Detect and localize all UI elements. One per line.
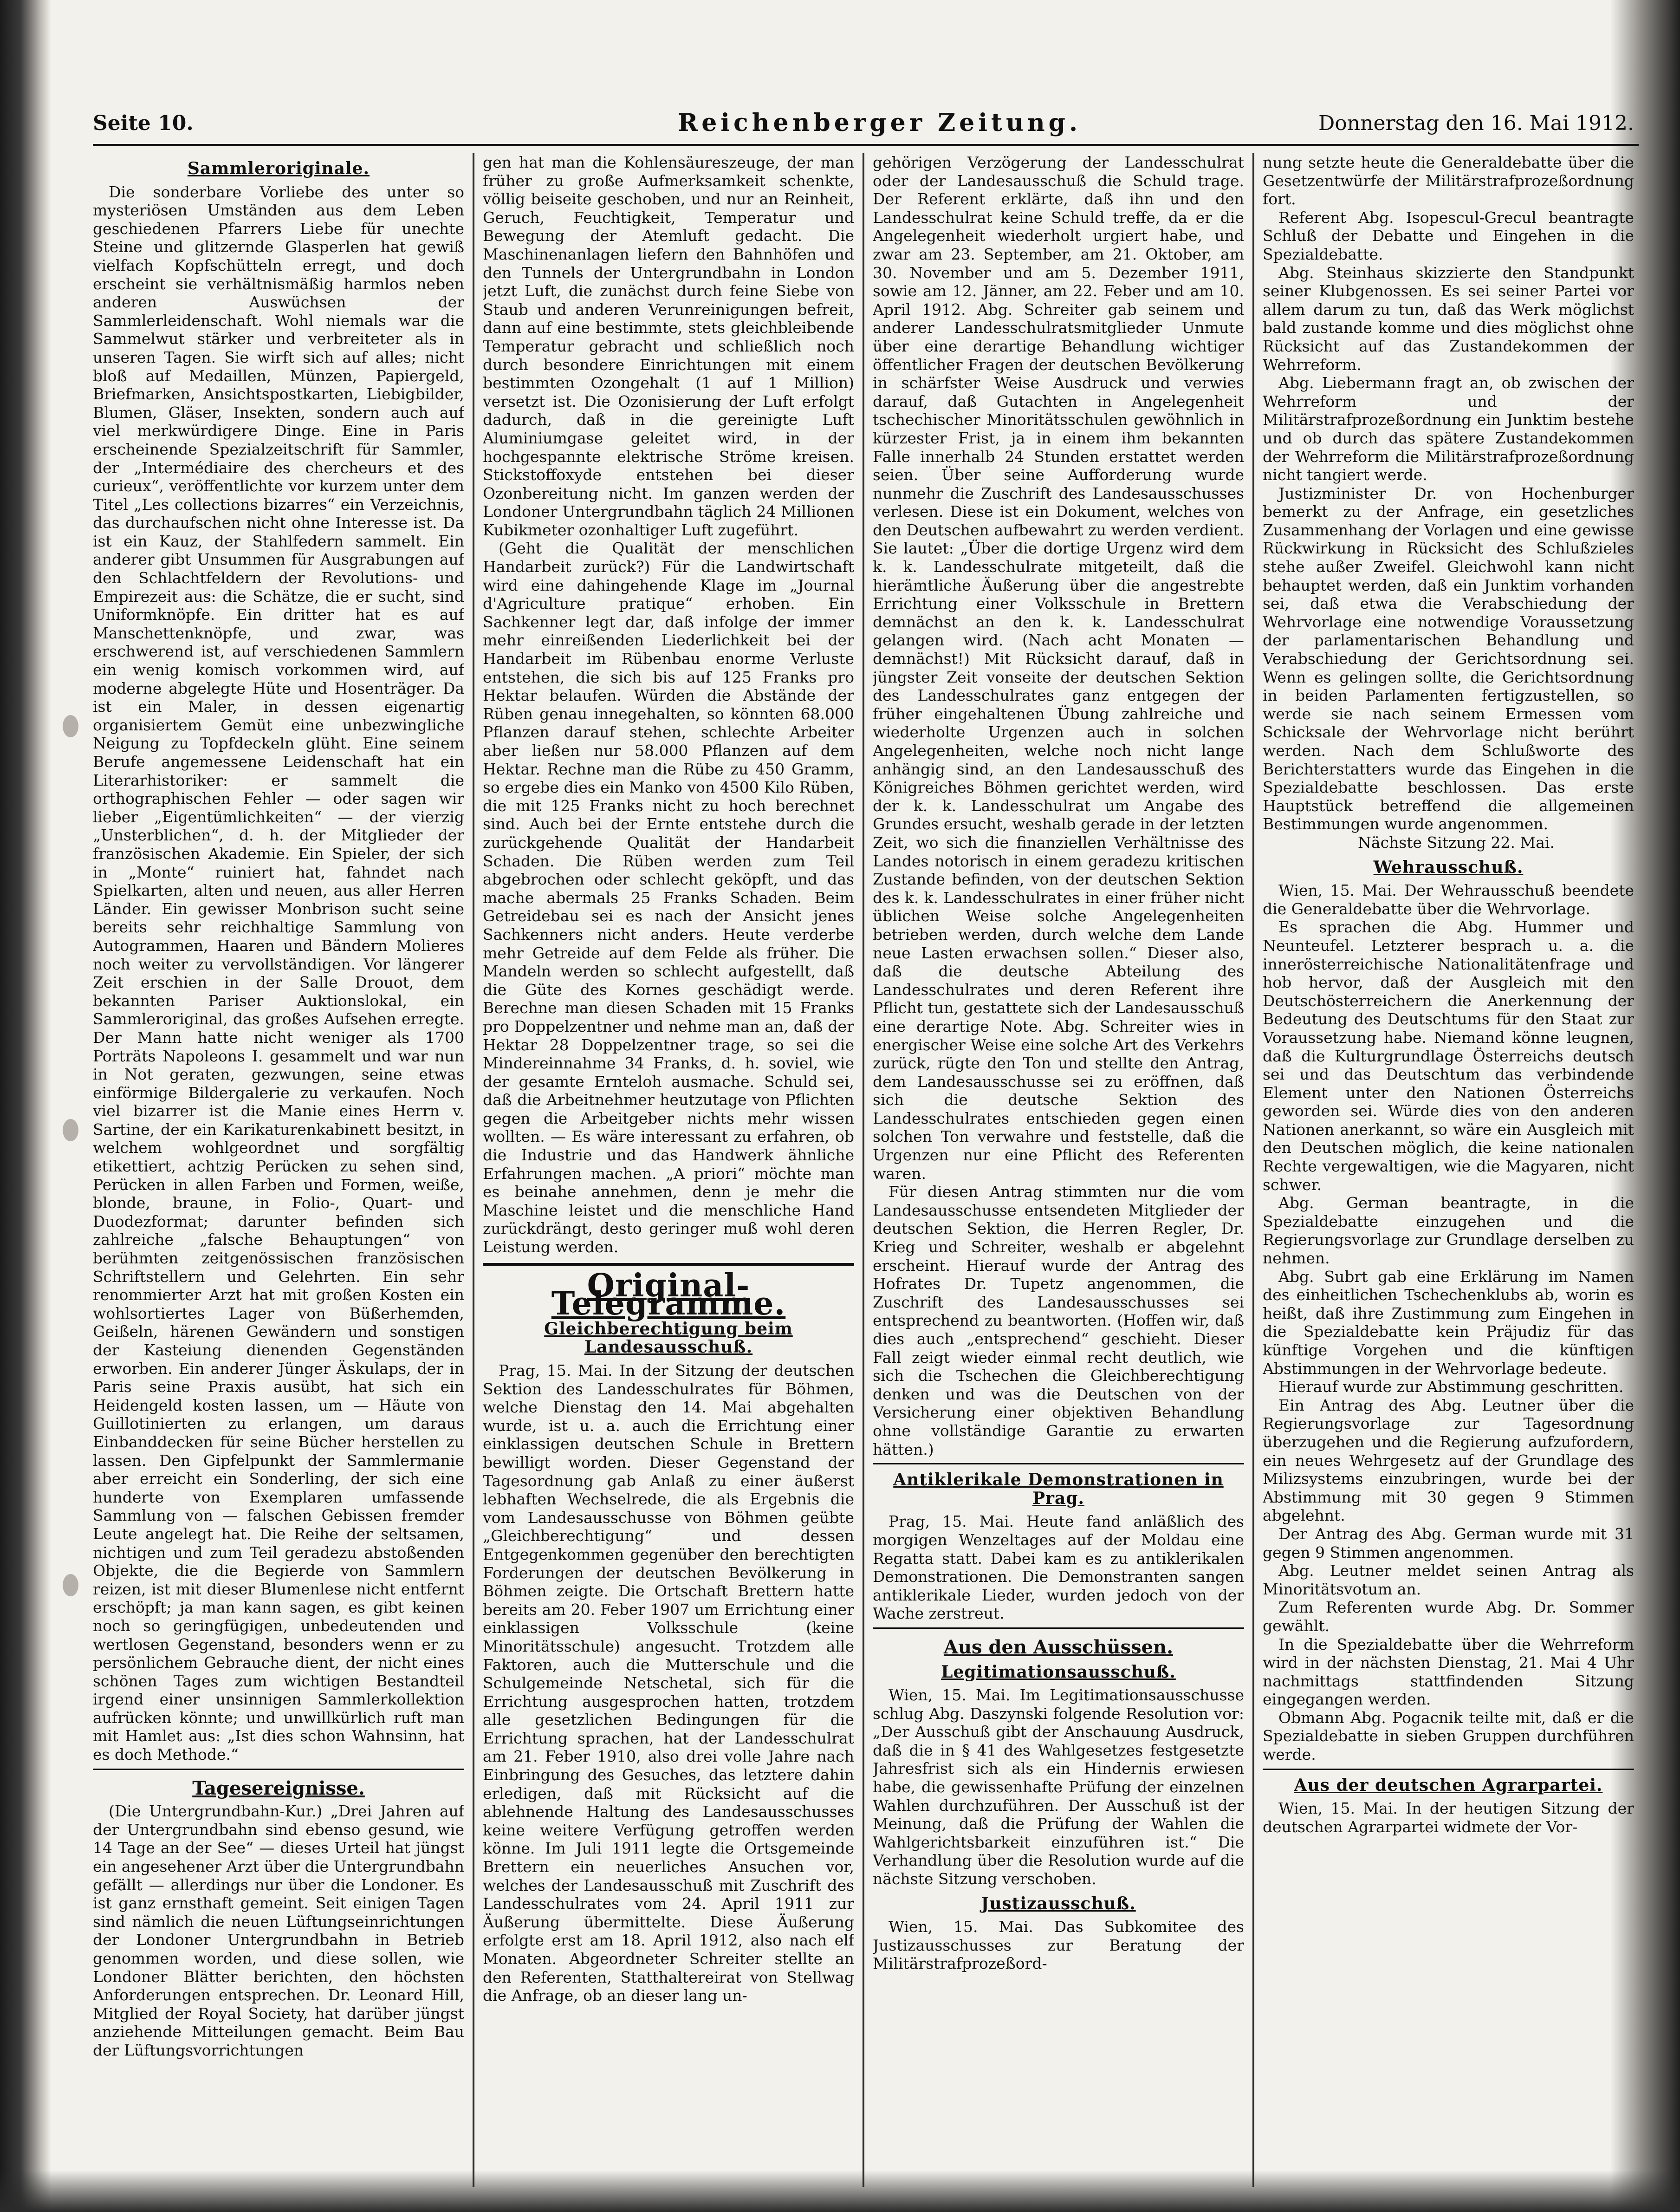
article-body-gleichberechtigung: Prag, 15. Mai. In der Sitzung der deutschen Sektion des Landesschulrates für Böhmen, welche Dienstag den 14. Mai abgehalten wurde, ist u. a. auch die Errichtung einer einklassigen deutschen Schule in Brettern bewilligt worden. Dieser Gegenstand der Tagesordnung gab Anlaß zu einer äußerst lebhaften Wechselrede, die als Ergebnis die vom Landesausschusse von Böhmen geübte „Gleichberechtigung“ und dessen Entgegenkommen gegenüber den berechtigten Forderungen der deutschen Bevölkerung in Böhmen zeigte. Die Ortschaft Brettern hatte bereits am 20. Feber 1907 um Errichtung einer einklassigen Volksschule (keine Minoritätsschule) angesucht. Trotzdem alle Faktoren, auch die Mutterschule und die Schulgemeinde Netschetal, sich für die Errichtung ausgesprochen hatten, trotzdem alle gesetzlichen Bedingungen für die Errichtung sprachen, hat der Landesschulrat am 21. Feber 1910, also drei volle Jahre nach Einbringung des Gesuches, das letztere dahin erledigen, daß mit Rücksicht auf die ablehnende Haltung des Landesausschusses keine weitere Verfügung getroffen werden könne. Im Juli 1911 legte die Ortsgemeinde Brettern ein neuerliches Ansuchen vor, welches der Landesausschuß mit Zuschrift des Landesschulrates vom 24. April 1911 zur Äußerung übermittelte. Diese Äußerung erfolgte erst am 18. April 1912, also nach elf Monaten. Abgeordneter Schreiter stellte an den Referenten, Statthaltereirat von Stellwag die Anfrage, ob an dieser lang un- xyxy=(483,1361,854,2005)
paragraph: Abg. Leutner meldet seinen Antrag als Minoritätsvotum an. xyxy=(1263,1561,1634,1598)
paragraph: Obmann Abg. Pogacnik teilte mit, daß er die Spezialdebatte in sieben Gruppen durchführen werde. xyxy=(1263,1708,1634,1764)
article-body-wehrausschuss: Wien, 15. Mai. Der Wehrausschuß beendete die Generaldebatte über die Wehrvorlage. xyxy=(1263,881,1634,918)
article-heading-gleichberechtigung: Gleichberechtigung beim Landesausschuß. xyxy=(544,1319,793,1357)
binding-hole xyxy=(63,1119,78,1141)
article-heading-wehrausschuss: Wehrausschuß. xyxy=(1373,857,1524,877)
paragraph: Referent Abg. Isopescul-Grecul beantragte Schluß der Debatte und Eingehen in die Spezialdebatte. xyxy=(1263,208,1634,263)
section-divider xyxy=(93,1769,464,1770)
newspaper-page xyxy=(93,107,1639,2187)
section-heading-original-telegramme: Original-Telegramme. xyxy=(551,1267,786,1323)
section-heading-ausschuesse: Aus den Ausschüssen. xyxy=(943,1636,1174,1658)
article-body-handarbeit: (Geht die Qualität der menschlichen Handarbeit zurück?) Für die Landwirtschaft wird eine dahingehende Klage im „Journal d'Agriculture pratique“ erhoben. Ein Sachkenner legt dar, daß infolge der immer mehr einreißenden Liederlichkeit bei der Handarbeit im Rübenbau enorme Verluste entstehen, die sich bis auf 125 Franks pro Hektar belaufen. Würden die Abstände der Rüben genau innegehalten, so könnten 68.000 Pflanzen darauf stehen, schlechte Arbeiter aber ließen nur 58.000 Pflanzen auf dem Hektar. Rechne man die Rübe zu 450 Gramm, so ergebe dies ein Manko von 4500 Kilo Rüben, die mit 125 Franks nicht zu hoch berechnet sind. Auch bei der Ernte entstehe durch die zurückgehende Qualität der Handarbeit Schaden. Die Rüben werden zum Teil abgebrochen oder schlecht geköpft, und das mache abermals 25 Franks Schaden. Beim Getreidebau sei es nach der Ansicht jenes Sachkenners nicht anders. Heute verderbe mehr Getreide auf dem Felde als früher. Die Mandeln werden so schlecht aufgestellt, daß die Güte des Kornes geschädigt werde. Berechne man diesen Schaden mit 15 Franks pro Doppelzentner und nehme man an, daß der Hektar 28 Doppelzentner trage, so sei die Mindereinnahme 34 Franks, d. h. soviel, wie der gesamte Ernteloh ausmache. Schuld sei, daß die Arbeitnehmer heutzutage von Pflichten gegen die Arbeitgeber nichts mehr wissen wollten. — Es wäre interessant zu erfahren, ob die Industrie und das Handwerk ähnliche Erfahrungen machen. „A priori“ möchte man es beinahe annehmen, denn je mehr die Maschine leistet und die menschliche Hand zurückdrängt, desto geringer muß wohl deren Leistung werden. xyxy=(483,539,854,1256)
paragraph: Abg. Liebermann fragt an, ob zwischen der Wehrreform und der Militärstrafprozeßordnung ein Junktim bestehe und ob durch das spätere Zustandekommen der Wehrreform die Militärstrafprozeßordnung nicht tangiert werde. xyxy=(1263,374,1634,484)
scan-edge-left xyxy=(0,0,51,2212)
column-rule xyxy=(1252,153,1254,2187)
next-session-note: Nächste Sitzung 22. Mai. xyxy=(1358,833,1555,852)
article-body-legitimation: Wien, 15. Mai. Im Legitimationsausschusse schlug Abg. Daszynski folgende Resolution vor: „Der Ausschuß gibt der Anschauung Ausdruck, daß die in § 41 des Wahlgesetzes festgesetzte Jahresfrist sich als ein Hindernis erwiesen habe, die gewissenhafte Prüfung der einzelnen Wahlen durchzuführen. Der Ausschuß ist der Meinung, daß die Prüfung der Wahlen die Wahlgerichtsbarkeit einzuführen ist.“ Die Verhandlung über die Resolution wurde auf die nächste Sitzung verschoben. xyxy=(873,1686,1244,1888)
masthead: Reichenberger Zeitung. xyxy=(678,109,1082,137)
paragraph: Hierauf wurde zur Abstimmung geschritten. xyxy=(1278,1378,1624,1396)
column-3 xyxy=(873,153,1244,2187)
binding-hole xyxy=(63,1574,78,1596)
section-divider xyxy=(1263,1769,1634,1770)
article-body-antiklerikale: Prag, 15. Mai. Heute fand anläßlich des morgigen Wenzeltages auf der Moldau eine Regatta statt. Dabei kam es zu antiklerikalen Demonstrationen. Die Demonstranten sangen antiklerikale Lieder, wurden jedoch von der Wache zerstreut. xyxy=(873,1512,1244,1623)
paragraph: Justizminister Dr. von Hochenburger bemerkt zu der Anfrage, ein gesetzliches Zusammenhang der Vorlagen und eine gewisse Rückwirkung in Rücksicht des Schlußzieles stehe außer Zweifel. Gleichwohl kann nicht behauptet werden, daß ein Junktim vorhanden sei, daß etwa die Verabschiedung der Wehrvorlage eine notwendige Voraussetzung der parlamentarischen Behandlung und Verabschiedung der Gerichtsordnung sei. Wenn es gelingen sollte, die Gerichtsordnung in beiden Parlamenten fertigzustellen, so werde sie nach seinem Ermessen vom Schicksale der Wehrvorlage nicht berührt werden. Nach dem Schlußworte des Berichterstatters wurde das Eingehen in die Spezialdebatte beschlossen. Das erste Hauptstück betreffend die allgemeinen Bestimmungen wurde angenommen. xyxy=(1263,484,1634,833)
article-heading-justiz: Justizausschuß. xyxy=(981,1893,1136,1913)
article-body-gleichberechtigung-cont: gehörigen Verzögerung der Landesschulrat oder der Landesausschuß die Schuld trage. Der Referent erklärte, daß ihn und den Landesschulrat keine Schuld treffe, da er die Angelegenheit wiederholt urgiert habe, und zwar am 23. September, am 21. Oktober, am 30. November und am 5. Dezember 1911, sowie am 12. Jänner, am 22. Feber und am 10. April 1912. Abg. Schreiter gab seinem und anderer Landesschulratsmitglieder Unmute über eine derartige Behandlung wichtiger öffentlicher Fragen der deutschen Bevölkerung in schärfster Weise Ausdruck und verwies darauf, daß Gutachten in Angelegenheit tschechischer Minoritätsschulen gewöhnlich in kürzester Frist, ja in einem ihm bekannten Falle innerhalb 24 Stunden erstattet werden seien. Über seine Aufforderung wurde nunmehr die Zuschrift des Landesausschusses verlesen. Diese ist ein Dokument, welches von den Deutschen aufbewahrt zu werden verdient. Sie lautet: „Über die dortige Urgenz wird dem k. k. Landesschulrate mitgeteilt, daß die hierämtliche Äußerung über die angestrebte Errichtung einer Volksschule in Brettern demnächst an den k. k. Landesschulrat gelangen wird. (Nach acht Monaten — demnächst!) Mit Rücksicht darauf, daß in jüngster Zeit vonseite der deutschen Sektion des Landesschulrates ganz entgegen der früher eingehaltenen Übung zahlreiche und wiederholte Urgenzen auch in solchen Angelegenheiten, welche noch nicht lange anhängig sind, an den Landesausschuß des Königreiches Böhmen gerichtet werden, wird der k. k. Landesschulrat um Angabe des Grundes ersucht, weshalb gerade in der letzten Zeit, wo sich die finanziellen Verhältnisse des Landes notorisch in einem geradezu kritischen Zustande befinden, von der deutschen Sektion des k. k. Landesschulrates in einer früher nicht üblichen Weise solche Angelegenheiten betrieben werden, durch welche dem Lande neue Lasten erwachsen sollen.“ Dieser also, daß die deutsche Abteilung des Landesschulrates und deren Referent ihre Pflicht tun, gestattete sich der Landesausschuß eine derartige Note. Abg. Schreiter wies in energischer Weise eine solche Art des Verkehrs zurück, rügte den Ton und stellte den Antrag, dem Landesausschusse sei zu eröffnen, daß sich die deutsche Sektion des Landesschulrates entschieden gegen einen solchen Ton verwahre und feststelle, daß die Urgenzen nur eine Pflicht des Referenten waren. xyxy=(873,153,1244,1183)
column-2 xyxy=(483,153,854,2187)
page-number: Seite 10. xyxy=(93,111,194,135)
article-heading-agrarpartei: Aus der deutschen Agrarpartei. xyxy=(1294,1775,1603,1795)
paragraph: Ein Antrag des Abg. Leutner über die Regierungsvorlage zur Tagesordnung überzugehen und die Regierung aufzufordern, ein neues Wehrgesetz auf der Grundlage des Milizsystems einzubringen, wurde bei der Abstimmung mit 30 gegen 9 Stimmen abgelehnt. xyxy=(1263,1396,1634,1525)
page-header xyxy=(93,107,1639,146)
paragraph: Der Antrag des Abg. German wurde mit 31 gegen 9 Stimmen angenommen. xyxy=(1263,1524,1634,1561)
column-1 xyxy=(93,153,464,2187)
article-body-untergrundbahn-cont: gen hat man die Kohlensäureszeuge, der man früher zu große Aufmerksamkeit schenkte, völlig beiseite geschoben, und nur an Reinheit, Geruch, Feuchtigkeit, Temperatur und Bewegung der Atemluft gedacht. Die Maschinenanlagen liefern den Bahnhöfen und den Tunnels der Untergrundbahn in London jetzt Luft, die zunächst durch feine Siebe von Staub und anderen Verunreinigungen befreit, dann auf eine bestimmte, stets gleichbleibende Temperatur gebracht und schließlich noch durch besondere Einrichtungen mit einem bestimmten Ozongehalt (1 auf 1 Million) versetzt ist. Die Ozonisierung der Luft erfolgt dadurch, daß in die gereinigte Luft Aluminiumgase geleitet wird, in der hochgespannte elektrische Ströme kreisen. Stickstoffoxyde entstehen bei dieser Ozonbereitung nicht. Im ganzen werden der Londoner Untergrundbahn täglich 24 Millionen Kubikmeter ozonhaltiger Luft zugeführt. xyxy=(483,153,854,539)
article-body-agrarpartei: Wien, 15. Mai. In der heutigen Sitzung der deutschen Agrarpartei widmete der Vor- xyxy=(1263,1799,1634,1836)
paragraph: Es sprachen die Abg. Hummer und Neunteufel. Letzterer besprach u. a. die innerösterreichische Nationalitätenfrage und hob hervor, daß der Ausgleich mit den Deutschösterreichern die Anerkennung der Bedeutung des Deutschtums für den Staat zur Voraussetzung habe. Niemand könne leugnen, daß die Kulturgrundlage Österreichs deutsch sei und das Deutschtum das verbindende Element unter den Nationen Österreichs geworden sei. Würde dies von den anderen Nationen anerkannt, so wäre ein Ausgleich mit den Deutschen möglich, die keine nationalen Rechte vergewaltigen, wie die Magyaren, nicht schwer. xyxy=(1263,918,1634,1194)
article-body-justiz: Wien, 15. Mai. Das Subkomitee des Justizausschusses zur Beratung der Militärstrafprozeßord- xyxy=(873,1918,1244,1973)
paragraph: Abg. Steinhaus skizzierte den Standpunkt seiner Klubgenossen. Es sei seiner Partei vor allem darum zu tun, daß das Werk möglichst bald zustande komme und dies möglichst ohne Rücksicht auf das Zustandekommen der Wehrreform. xyxy=(1263,263,1634,374)
section-divider xyxy=(483,1263,854,1266)
article-heading-sammler: Sammleroriginale. xyxy=(187,159,370,178)
article-body-justiz-cont: nung setzte heute die Generaldebatte über die Gesetzentwürfe der Militärstrafprozeßordnung fort. xyxy=(1263,153,1634,208)
binding-hole xyxy=(63,715,78,737)
paragraph: Abg. Subrt gab eine Erklärung im Namen des einheitlichen Tschechenklubs ab, worin es heißt, daß ihre Zustimmung zum Eingehen in die Spezialdebatte kein Präjudiz für das künftige Vorgehen und die künftigen Abstimmungen in der Wehrvorlage bedeute. xyxy=(1263,1267,1634,1378)
issue-date: Donnerstag den 16. Mai 1912. xyxy=(1318,111,1634,135)
article-heading-antiklerikale: Antiklerikale Demonstrationen in Prag. xyxy=(893,1470,1224,1508)
column-rule xyxy=(863,153,864,2187)
column-rule xyxy=(473,153,474,2187)
article-body-sammler: Die sonderbare Vorliebe des unter so mysteriösen Umständen aus dem Leben geschiedenen Pfarrers Liebe für unechte Steine und glitzernde Glasperlen hat gewiß vielfach Kopfschütteln erregt, und doch erscheint sie verhältnismäßig harmlos neben anderen Auswüchsen der Sammlerleidenschaft. Wohl niemals war die Sammelwut stärker und verbreiteter als in unseren Tagen. Sie wirft sich auf alles; nicht bloß auf Medaillen, Münzen, Papiergeld, Briefmarken, Ansichtspostkarten, Liebigbilder, Blumen, Gläser, Insekten, sondern auch auf viel merkwürdigere Dinge. Eine in Paris erscheinende Spezialzeitschrift für Sammler, der „Intermédiaire des chercheurs et des curieux“, veröffentlichte vor kurzem unter dem Titel „Les collections bizarres“ ein Verzeichnis, das durchaufschen nicht ohne Interesse ist. Da ist ein Kauz, der Stahlfedern sammelt. Ein anderer gibt Unsummen für Ausgrabungen auf den Schlachtfeldern der Revolutions- und Empirezeit aus: die Schätze, die er sucht, sind Uniformknöpfe. Ein dritter hat es auf Manschettenknöpfe, und zwar, was erschwerend ist, auf verschiedenen Sammlern ein wenig komisch vorkommen wird, auf moderne abgelegte Hüte und Hosenträger. Da ist ein Maler, in dessen eigenartig organisiertem Gemüt eine unbezwingliche Neigung zu Topfdeckeln glüht. Eine seinem Berufe angemessene Leidenschaft hat ein Literarhistoriker: er sammelt die orthographischen Fehler — oder sagen wir lieber „Eigentümlichkeiten“ — der vierzig „Unsterblichen“, d. h. der Mitglieder der französischen Akademie. Ein Spieler, der sich in „Monte“ ruiniert hat, fahndet nach Spielkarten, alten und neuen, aus aller Herren Länder. Ein gewisser Monbrison sucht seine bereits sehr reichhaltige Sammlung von Autogrammen, Haaren und Bändern Molieres noch weiter zu vervollständigen. Vor längerer Zeit erschien in der Salle Drouot, dem bekannten Pariser Auktionslokal, ein Sammleroriginal, das großes Aufsehen erregte. Der Mann hatte nicht weniger als 1700 Porträts Napoleons I. gesammelt und war nun in Not geraten, gezwungen, seine etwas einförmige Bildergalerie zu verkaufen. Noch viel bizarrer ist die Manie eines Herrn v. Sartine, der ein Karikaturenkabinett besitzt, in welchem wohlgeordnet und sorgfältig etikettiert, achtzig Perücken zu sehen sind, Perücken in allen Farben und Formen, weiße, blonde, braune, in Folio-, Quart- und Duodezformat; darunter befinden sich zahlreiche „falsche Behauptungen“ von berühmten zeitgenössischen französischen Schriftstellern und Gelehrten. Ein sehr renommierter Arzt hat mit großen Kosten ein wohlsortiertes Lager von Büßerhemden, Geißeln, härenen Gewändern und sonstigen der Kasteiung dienenden Gegenständen erworben. Ein anderer Jünger Äskulaps, der in Paris seine Praxis ausübt, hat sich ein Heidengeld kosten lassen, um — Häute von Guillotinierten zu erlangen, um daraus Einbanddecken für seine Bücher herstellen zu lassen. Den Gipfelpunkt der Sammlermanie aber erreicht ein Sonderling, der sich eine hunderte von Exemplaren umfassende Sammlung von — falschen Gebissen fremder Leute angelegt hat. Die Reihe der seltsamen, nichtigen und zum Teil geradezu abstoßenden Objekte, die die Begierde von Sammlern reizen, ist mit dieser Blumenlese nicht entfernt erschöpft; ja man kann sagen, es gibt keinen noch so geringfügigen, unbedeutenden und wertlosen Gegenstand, besonders wenn er zu persönlichem Gebrauche dient, der nicht eines schönen Tages zum wichtigen Bestandteil irgend einer unsinnigen Sammlerkollektion aufrücken könnte; und unwillkürlich ruft man mit Hamlet aus: „Ist dies schon Wahnsinn, hat es doch Methode.“ xyxy=(93,182,464,1764)
article-body-antrag: Für diesen Antrag stimmten nur die vom Landesausschusse entsendeten Mitglieder der deutschen Sektion, die Herren Regler, Dr. Krieg und Schreiter, weshalb er abgelehnt erscheint. Hierauf wurde der Antrag des Hofrates Dr. Tupetz angenommen, die Zuschrift des Landesausschusses sei entsprechend zu beantworten. (Hoffen wir, daß dies auch „entsprechend“ geschieht. Dieser Fall zeigt wieder einmal recht deutlich, wie sich die Tschechen die Gleichberechtigung denken und was die Deutschen von der Versicherung einer objektiven Behandlung ohne vollständige Garantie zu erwarten hätten.) xyxy=(873,1183,1244,1458)
paragraph: Zum Referenten wurde Abg. Dr. Sommer gewählt. xyxy=(1263,1598,1634,1635)
section-divider xyxy=(873,1627,1244,1629)
paragraph: Abg. German beantragte, in die Spezialdebatte einzugehen und die Regierungsvorlage zur Grundlage derselben zu nehmen. xyxy=(1263,1194,1634,1268)
article-body-untergrundbahn: (Die Untergrundbahn-Kur.) „Drei Jahren auf der Untergrundbahn sind ebenso gesund, wie 14 Tage an der See“ — dieses Urteil hat jüngst ein angesehener Arzt über die Untergrundbahn gefällt — allerdings nur über die Londoner. Es ist ganz ernsthaft gemeint. Seit einigen Tagen sind nämlich die neuen Lüftungseinrichtungen der Londoner Untergrundbahn in Betrieb genommen worden, und diese sollen, wie Londoner Blätter berichten, den höchsten Anforderungen entsprechen. Dr. Leonard Hill, Mitglied der Royal Society, hat darüber jüngst anziehende Mitteilungen gemacht. Beim Bau der Lüftungsvorrichtungen xyxy=(93,1802,464,2059)
article-heading-legitimation: Legitimationsausschuß. xyxy=(941,1662,1176,1682)
paragraph: In die Spezialdebatte über die Wehrreform wird in der nächsten Dienstag, 21. Mai 4 Uhr nachmittags stattfindenden Sitzung eingegangen werden. xyxy=(1263,1635,1634,1709)
column-4 xyxy=(1263,153,1634,2187)
section-heading-tagesereignisse: Tagesereignisse. xyxy=(192,1777,365,1799)
section-divider xyxy=(873,1463,1244,1464)
